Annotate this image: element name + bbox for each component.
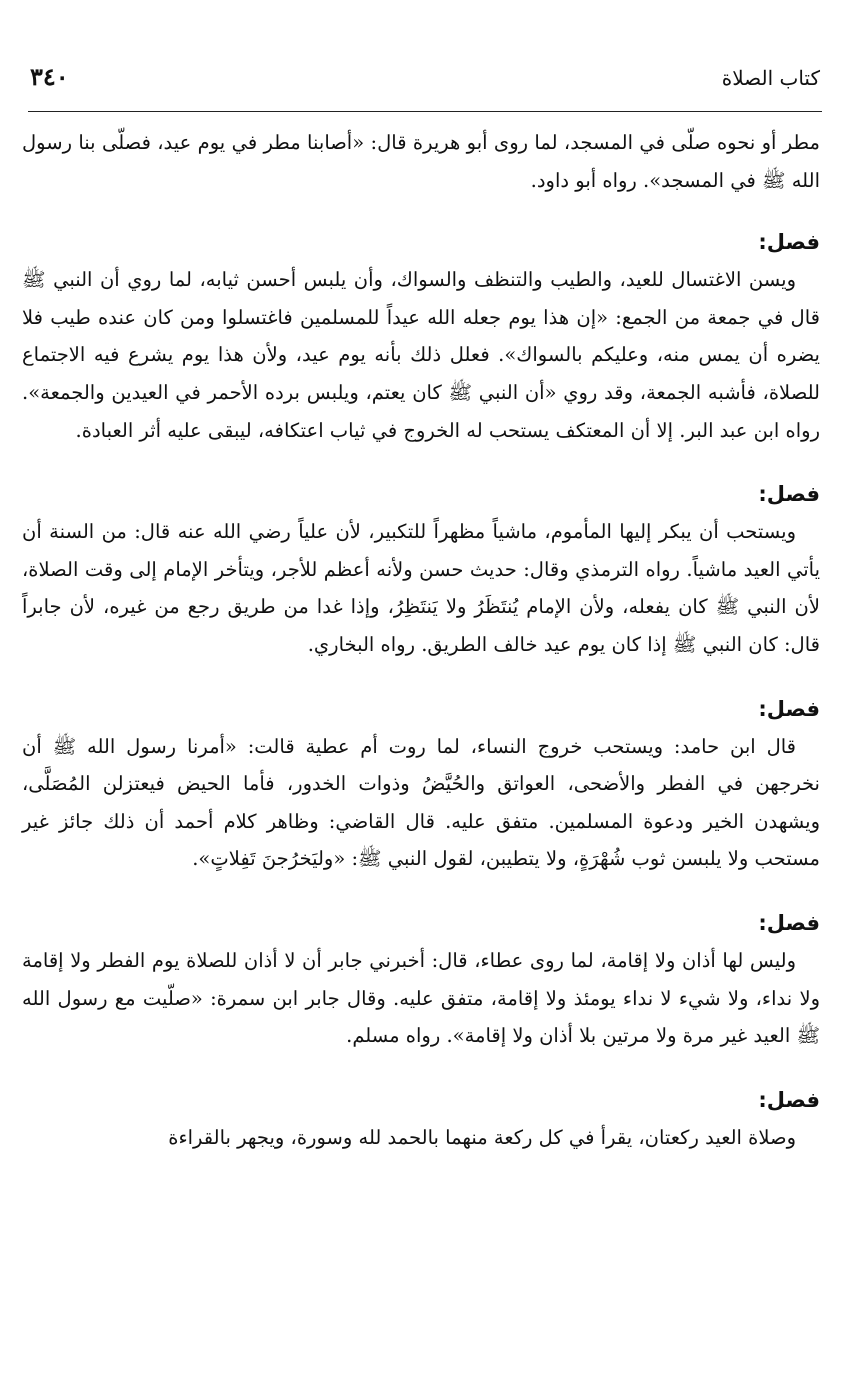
- page-number: ٣٤٠: [30, 62, 69, 91]
- section-heading-5: فصل:: [758, 1087, 820, 1112]
- running-title: كتاب الصلاة: [721, 66, 820, 90]
- section-paragraph-1: ويسن الاغتسال للعيد، والطيب والتنظف والسواك، وأن يلبس أحسن ثيابه، لما روي أن النبي ﷺ قال في جمعة من الجمع: «إن هذا يوم جعله الله عيداً للمسلمين فاغتسلوا ومن كان عنده طيب فلا يضره أن يمس منه، وعليكم بالسواك». فعلل ذلك بأنه يوم عيد، ولأن هذا يوم يشرع فيه الاجتماع للصلاة، فأشبه الجمعة، وقد روي «أن النبي ﷺ كان يعتم، ويلبس برده الأحمر في العيدين والجمعة». رواه ابن عبد البر. إلا أن المعتكف يستحب له الخروج في ثياب اعتكافه، ليبقى عليه أثر العبادة.: [22, 268, 820, 442]
- header-divider: [28, 111, 822, 112]
- section-paragraph-4: وليس لها أذان ولا إقامة، لما روى عطاء، قال: أخبرني جابر أن لا أذان للصلاة يوم الفطر ولا إقامة ولا نداء، ولا شيء لا نداء يومئذ ولا إقامة، متفق عليه. وقال جابر ابن سمرة: «صلّيت مع رسول الله ﷺ العيد غير مرة ولا مرتين بلا أذان ولا إقامة». رواه مسلم.: [22, 948, 820, 1048]
- page-body: [22, 124, 820, 1156]
- section-paragraph-3: قال ابن حامد: ويستحب خروج النساء، لما روت أم عطية قالت: «أمرنا رسول الله ﷺ أن نخرجهن في الفطر والأضحى، العواتق والحُيَّضُ وذوات الخدور، فأما الحيض فيعتزلن المُصَلَّى، ويشهدن الخير ودعوة المسلمين. متفق عليه. قال القاضي: وظاهر كلام أحمد أن ذلك جائز غير مستحب ولا يلبسن ثوب شُهْرَةٍ، ولا يتطيبن، لقول النبي ﷺ: «وليَخرُجنَ تَفِلاتٍ».: [22, 734, 820, 871]
- section-heading-4: فصل:: [758, 910, 820, 935]
- page-header: [30, 62, 820, 102]
- section-heading-2: فصل:: [758, 482, 820, 507]
- section-heading-1: فصل:: [758, 230, 820, 255]
- intro-paragraph: مطر أو نحوه صلّى في المسجد، لما روى أبو هريرة قال: «أصابنا مطر في يوم عيد، فصلّى بنا رسول الله ﷺ في المسجد». رواه أبو داود.: [22, 131, 820, 192]
- section-paragraph-5: وصلاة العيد ركعتان، يقرأ في كل ركعة منهما بالحمد لله وسورة، ويجهر بالقراءة: [168, 1125, 796, 1149]
- section-heading-3: فصل:: [758, 696, 820, 721]
- section-paragraph-2: ويستحب أن يبكر إليها المأموم، ماشياً مظهراً للتكبير، لأن علياً رضي الله عنه قال: من السنة أن يأتي العيد ماشياً. رواه الترمذي وقال: حديث حسن ولأنه أعظم للأجر، ويتأخر الإمام إلى وقت الصلاة، لأن النبي ﷺ كان يفعله، ولأن الإمام يُنتَظَرُ ولا يَنتَظِرُ، وإذا غدا من طريق رجع من غيره، لأن جابراً قال: كان النبي ﷺ إذا كان يوم عيد خالف الطريق. رواه البخاري.: [22, 520, 820, 656]
